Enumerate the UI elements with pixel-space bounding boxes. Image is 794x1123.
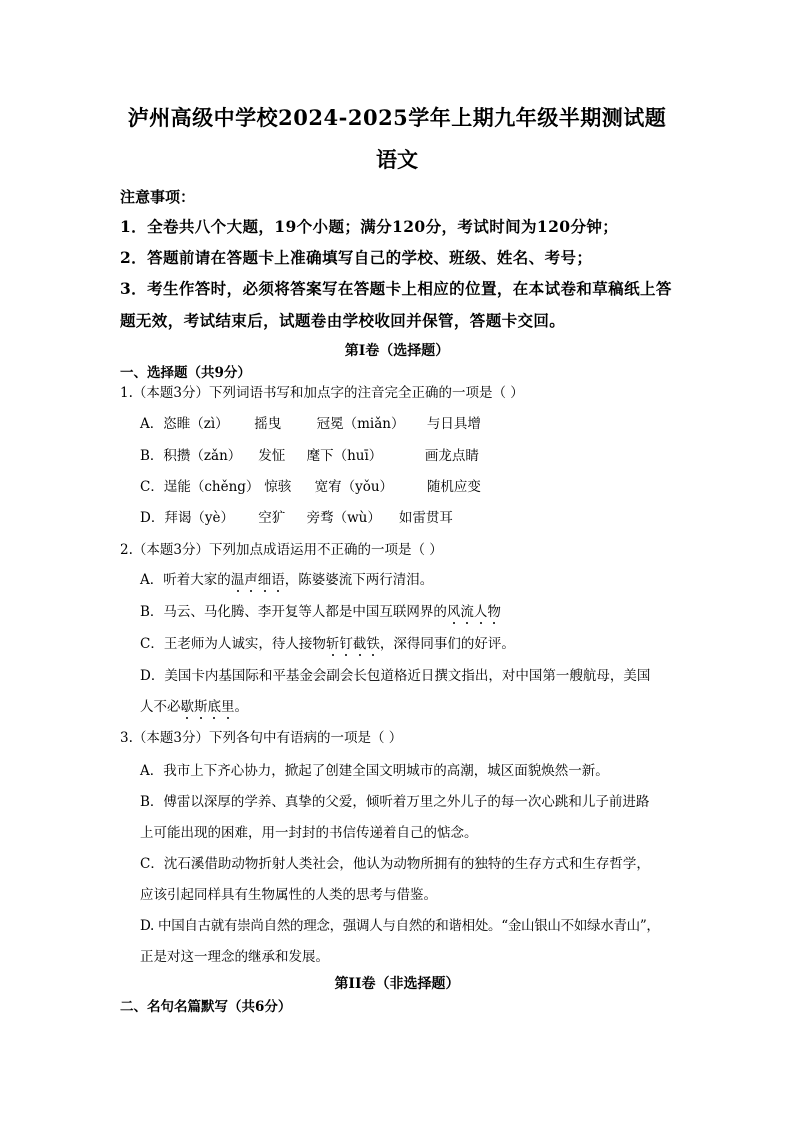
emphasis-char: 温 bbox=[230, 572, 245, 588]
q2-a-pre: A．听着大家的 bbox=[140, 572, 231, 588]
part1-title: 第I卷（选择题） bbox=[344, 343, 450, 359]
emphasis-char: 铁 bbox=[366, 636, 380, 652]
q2-d-pre: 人不必 bbox=[140, 699, 181, 715]
q2-c-post: ，深得同事们的好评。 bbox=[379, 636, 515, 652]
q1-a-2: 摇曳 bbox=[254, 416, 282, 432]
q1-a-1: A．恣睢（zì） bbox=[140, 416, 229, 432]
q1-b-4: 画龙点睛 bbox=[424, 448, 479, 464]
q2-a-idiom bbox=[231, 572, 285, 588]
q3-stem: 3.（本题3分）下列各句中有语病的一项是（ ） bbox=[120, 730, 403, 746]
q1-c-3: 宽宥（yǒu） bbox=[314, 479, 394, 495]
q1-option-c bbox=[140, 475, 481, 495]
q2-d-idiom bbox=[181, 699, 235, 715]
q1-d-4: 如雷贯耳 bbox=[398, 510, 453, 526]
emphasis-char: 语 bbox=[271, 572, 285, 588]
emphasis-char: 声 bbox=[244, 572, 258, 588]
q3-option-c-line1: C．沈石溪借助动物折射人类社会，他认为动物所拥有的独特的生存方式和生存哲学， bbox=[140, 856, 650, 872]
emphasis-char: 细 bbox=[257, 572, 272, 588]
emphasis-char: 歇 bbox=[180, 699, 194, 715]
q2-b-idiom bbox=[447, 604, 501, 620]
q1-b-3: 麾下（huī） bbox=[306, 448, 383, 464]
emphasis-char: 人 bbox=[473, 604, 488, 620]
q2-option-c bbox=[140, 632, 515, 652]
section1-heading: 一、选择题（共9分） bbox=[120, 365, 251, 381]
q2-option-d-line2 bbox=[140, 695, 248, 715]
emphasis-char: 风 bbox=[446, 604, 461, 620]
q1-c-1: C．逞能（chěng） bbox=[140, 479, 260, 495]
q1-a-4: 与日具增 bbox=[426, 416, 481, 432]
part2-title: 第II卷（非选择题） bbox=[334, 976, 460, 992]
q3-option-c-line2: 应该引起同样具有生物属性的人类的思考与借鉴。 bbox=[140, 887, 437, 903]
emphasis-char: 斩 bbox=[325, 636, 340, 652]
q1-d-1: D．拜谒（yè） bbox=[140, 510, 234, 526]
notice-heading: 注意事项： bbox=[120, 188, 196, 206]
notice-item-3: 3．考生作答时，必须将答案写在答题卡上相应的位置，在本试卷和草稿纸上答 bbox=[120, 279, 672, 298]
emphasis-char: 流 bbox=[460, 604, 474, 620]
emphasis-char: 斯 bbox=[194, 699, 208, 715]
q1-option-d bbox=[140, 506, 453, 526]
emphasis-char: 钉 bbox=[339, 636, 353, 652]
emphasis-char: 里 bbox=[221, 699, 235, 715]
q1-d-3: 旁骛（wù） bbox=[306, 510, 381, 526]
q1-c-4: 随机应变 bbox=[426, 479, 481, 495]
q3-option-d-line1: D. 中国自古就有崇尚自然的理念，强调人与自然的和谐相处。“金山银山不如绿水青山”， bbox=[140, 918, 660, 934]
q2-option-a bbox=[140, 568, 433, 588]
q1-b-1: B．积攒（zǎn） bbox=[140, 448, 242, 464]
q2-option-b bbox=[140, 600, 501, 620]
section2-heading: 二、名句名篇默写（共6分） bbox=[120, 999, 292, 1015]
q2-c-idiom bbox=[326, 636, 380, 652]
q1-d-2: 空犷 bbox=[258, 510, 286, 526]
q2-d-post: 。 bbox=[234, 699, 248, 715]
q1-option-a bbox=[140, 412, 481, 432]
q3-option-d-line2: 正是对这一理念的继承和发展。 bbox=[140, 949, 329, 965]
q1-stem: 1.（本题3分）下列词语书写和加点字的注音完全正确的一项是（ ） bbox=[120, 385, 524, 401]
notice-item-1: 1．全卷共八个大题，19个小题；满分120分，考试时间为120分钟； bbox=[120, 217, 619, 236]
notice-item-2: 2．答题前请在答题卡上准确填写自己的学校、班级、姓名、考号； bbox=[120, 248, 593, 267]
q1-a-3: 冠冕（miǎn） bbox=[316, 416, 405, 432]
q2-c-pre: C．王老师为人诚实，待人接物 bbox=[140, 636, 326, 652]
q2-a-post: ，陈婆婆流下两行清泪。 bbox=[284, 572, 434, 588]
q2-option-d-line1: D．美国卡内基国际和平基金会副会长包道格近日撰文指出，对中国第一艘航母，美国 bbox=[140, 668, 651, 684]
q2-b-pre: B．马云、马化腾、李开复等人都是中国互联网界的 bbox=[140, 604, 447, 620]
q3-option-b-line1: B．傅雷以深厚的学养、真挚的父爱，倾听着万里之外儿子的每一次心跳和儿子前进路 bbox=[140, 794, 650, 810]
exam-subject: 语文 bbox=[376, 147, 418, 172]
emphasis-char: 截 bbox=[352, 636, 367, 652]
notice-item-3-cont: 题无效，考试结束后，试题卷由学校收回并保管，答题卡交回。 bbox=[120, 311, 566, 330]
q1-c-2: 惊骇 bbox=[264, 479, 292, 495]
q2-stem: 2.（本题3分）下列加点成语运用不正确的一项是（ ） bbox=[120, 542, 443, 558]
emphasis-char: 物 bbox=[487, 604, 501, 620]
emphasis-char: 底 bbox=[207, 699, 221, 715]
q1-b-2: 发怔 bbox=[258, 448, 286, 464]
q1-option-b bbox=[140, 444, 479, 464]
q3-option-a: A．我市上下齐心协力，掀起了创建全国文明城市的高潮，城区面貌焕然一新。 bbox=[140, 763, 609, 779]
exam-title: 泸州高级中学校2024-2025学年上期九年级半期测试题 bbox=[127, 105, 667, 130]
q3-option-b-line2: 上可能出现的困难，用一封封的书信传递着自己的惦念。 bbox=[140, 825, 478, 841]
